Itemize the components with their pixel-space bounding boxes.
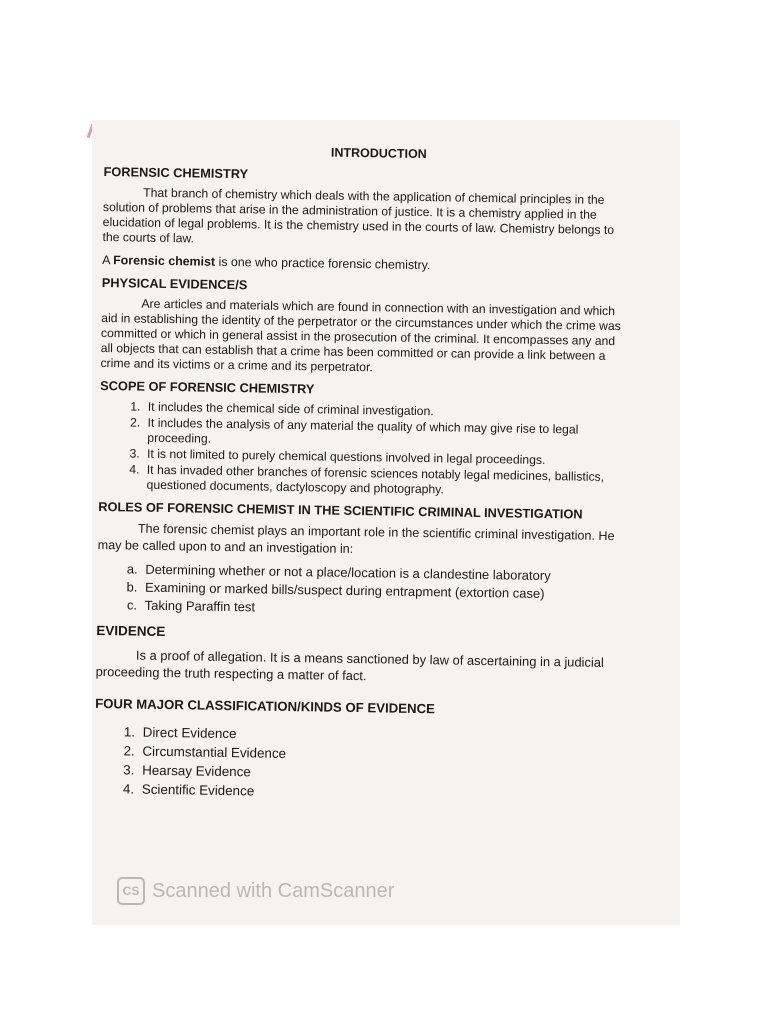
physical-evidence-definition: Are articles and materials which are found in connection with an investigation and which aid in establishing the identity of the perpetrator or the circumstances under which the crime was committed or which in general assist in the prosecution of the criminal. It encompasses any and all objects that can establish that a crime has been committed or can provide a link between a crime and its victims or a crime and its perpetrator. bbox=[100, 296, 621, 375]
list-item: 1. Direct Evidence bbox=[139, 724, 623, 750]
heading-physical-evidence: PHYSICAL EVIDENCE/S bbox=[101, 274, 248, 293]
list-item: 4. It has invaded other branches of forensic sciences notably legal medicines, ballistics, questioned documents, dactyloscopy and photography. bbox=[142, 463, 626, 501]
list-item: 2. It includes the analysis of any material the quality of which may give rise to legal proceeding. bbox=[143, 416, 627, 454]
heading-scope: SCOPE OF FORENSIC CHEMISTRY bbox=[100, 377, 315, 397]
kinds-list bbox=[94, 723, 623, 806]
list-item: c. Taking Paraffin test bbox=[141, 597, 625, 622]
page-title: INTRODUCTION bbox=[330, 145, 427, 162]
chemist-prefix: A bbox=[102, 252, 114, 268]
scanned-page bbox=[92, 120, 680, 925]
document-body bbox=[94, 142, 632, 812]
chemist-suffix: is one who practice forensic chemistry. bbox=[214, 254, 431, 273]
list-item: b. Examining or marked bills/suspect during entrapment (extortion case) bbox=[141, 579, 625, 604]
roles-list bbox=[97, 560, 626, 621]
evidence-definition: Is a proof of allegation. It is a means sanctioned by law of ascertaining in a judicial proceeding the truth respecting a matter of fact. bbox=[95, 647, 604, 684]
list-item: 1. It includes the chemical side of criminal investigation. bbox=[144, 400, 628, 423]
list-item: 4. Scientific Evidence bbox=[138, 781, 622, 807]
watermark-text: Scanned with CamScanner bbox=[152, 879, 395, 902]
heading-forensic-chemistry: FORENSIC CHEMISTRY bbox=[103, 163, 249, 182]
forensic-chemist-definition bbox=[102, 253, 630, 276]
heading-roles: ROLES OF FORENSIC CHEMIST IN THE SCIENTIFIC CRIMINAL INVESTIGATION bbox=[98, 498, 583, 522]
camscanner-watermark bbox=[117, 877, 394, 905]
camscanner-logo-icon: CS bbox=[117, 877, 145, 905]
heading-kinds-of-evidence: FOUR MAJOR CLASSIFICATION/KINDS OF EVIDENCE bbox=[95, 695, 435, 717]
list-item: a. Determining whether or not a place/location is a clandestine laboratory bbox=[141, 561, 625, 586]
list-item: 3. It is not limited to purely chemical questions involved in legal proceedings. bbox=[143, 447, 627, 470]
chemist-term: Forensic chemist bbox=[113, 253, 216, 269]
forensic-chemistry-definition: That branch of chemistry which deals with the application of chemical principles in the solution of problems that arise in the administration of justice. It is a chemistry applied in the elucidation of legal problems. It is the chemistry used in the courts of law. Chemistry belongs to the courts of law. bbox=[102, 185, 615, 246]
list-item: 3. Hearsay Evidence bbox=[138, 762, 622, 788]
heading-evidence: EVIDENCE bbox=[96, 622, 166, 640]
roles-intro: The forensic chemist plays an important role in the scientific criminal investigation. He may be called upon to and an investigation in: bbox=[97, 521, 615, 556]
list-item: 2. Circumstantial Evidence bbox=[138, 743, 622, 769]
scope-list bbox=[99, 399, 628, 500]
